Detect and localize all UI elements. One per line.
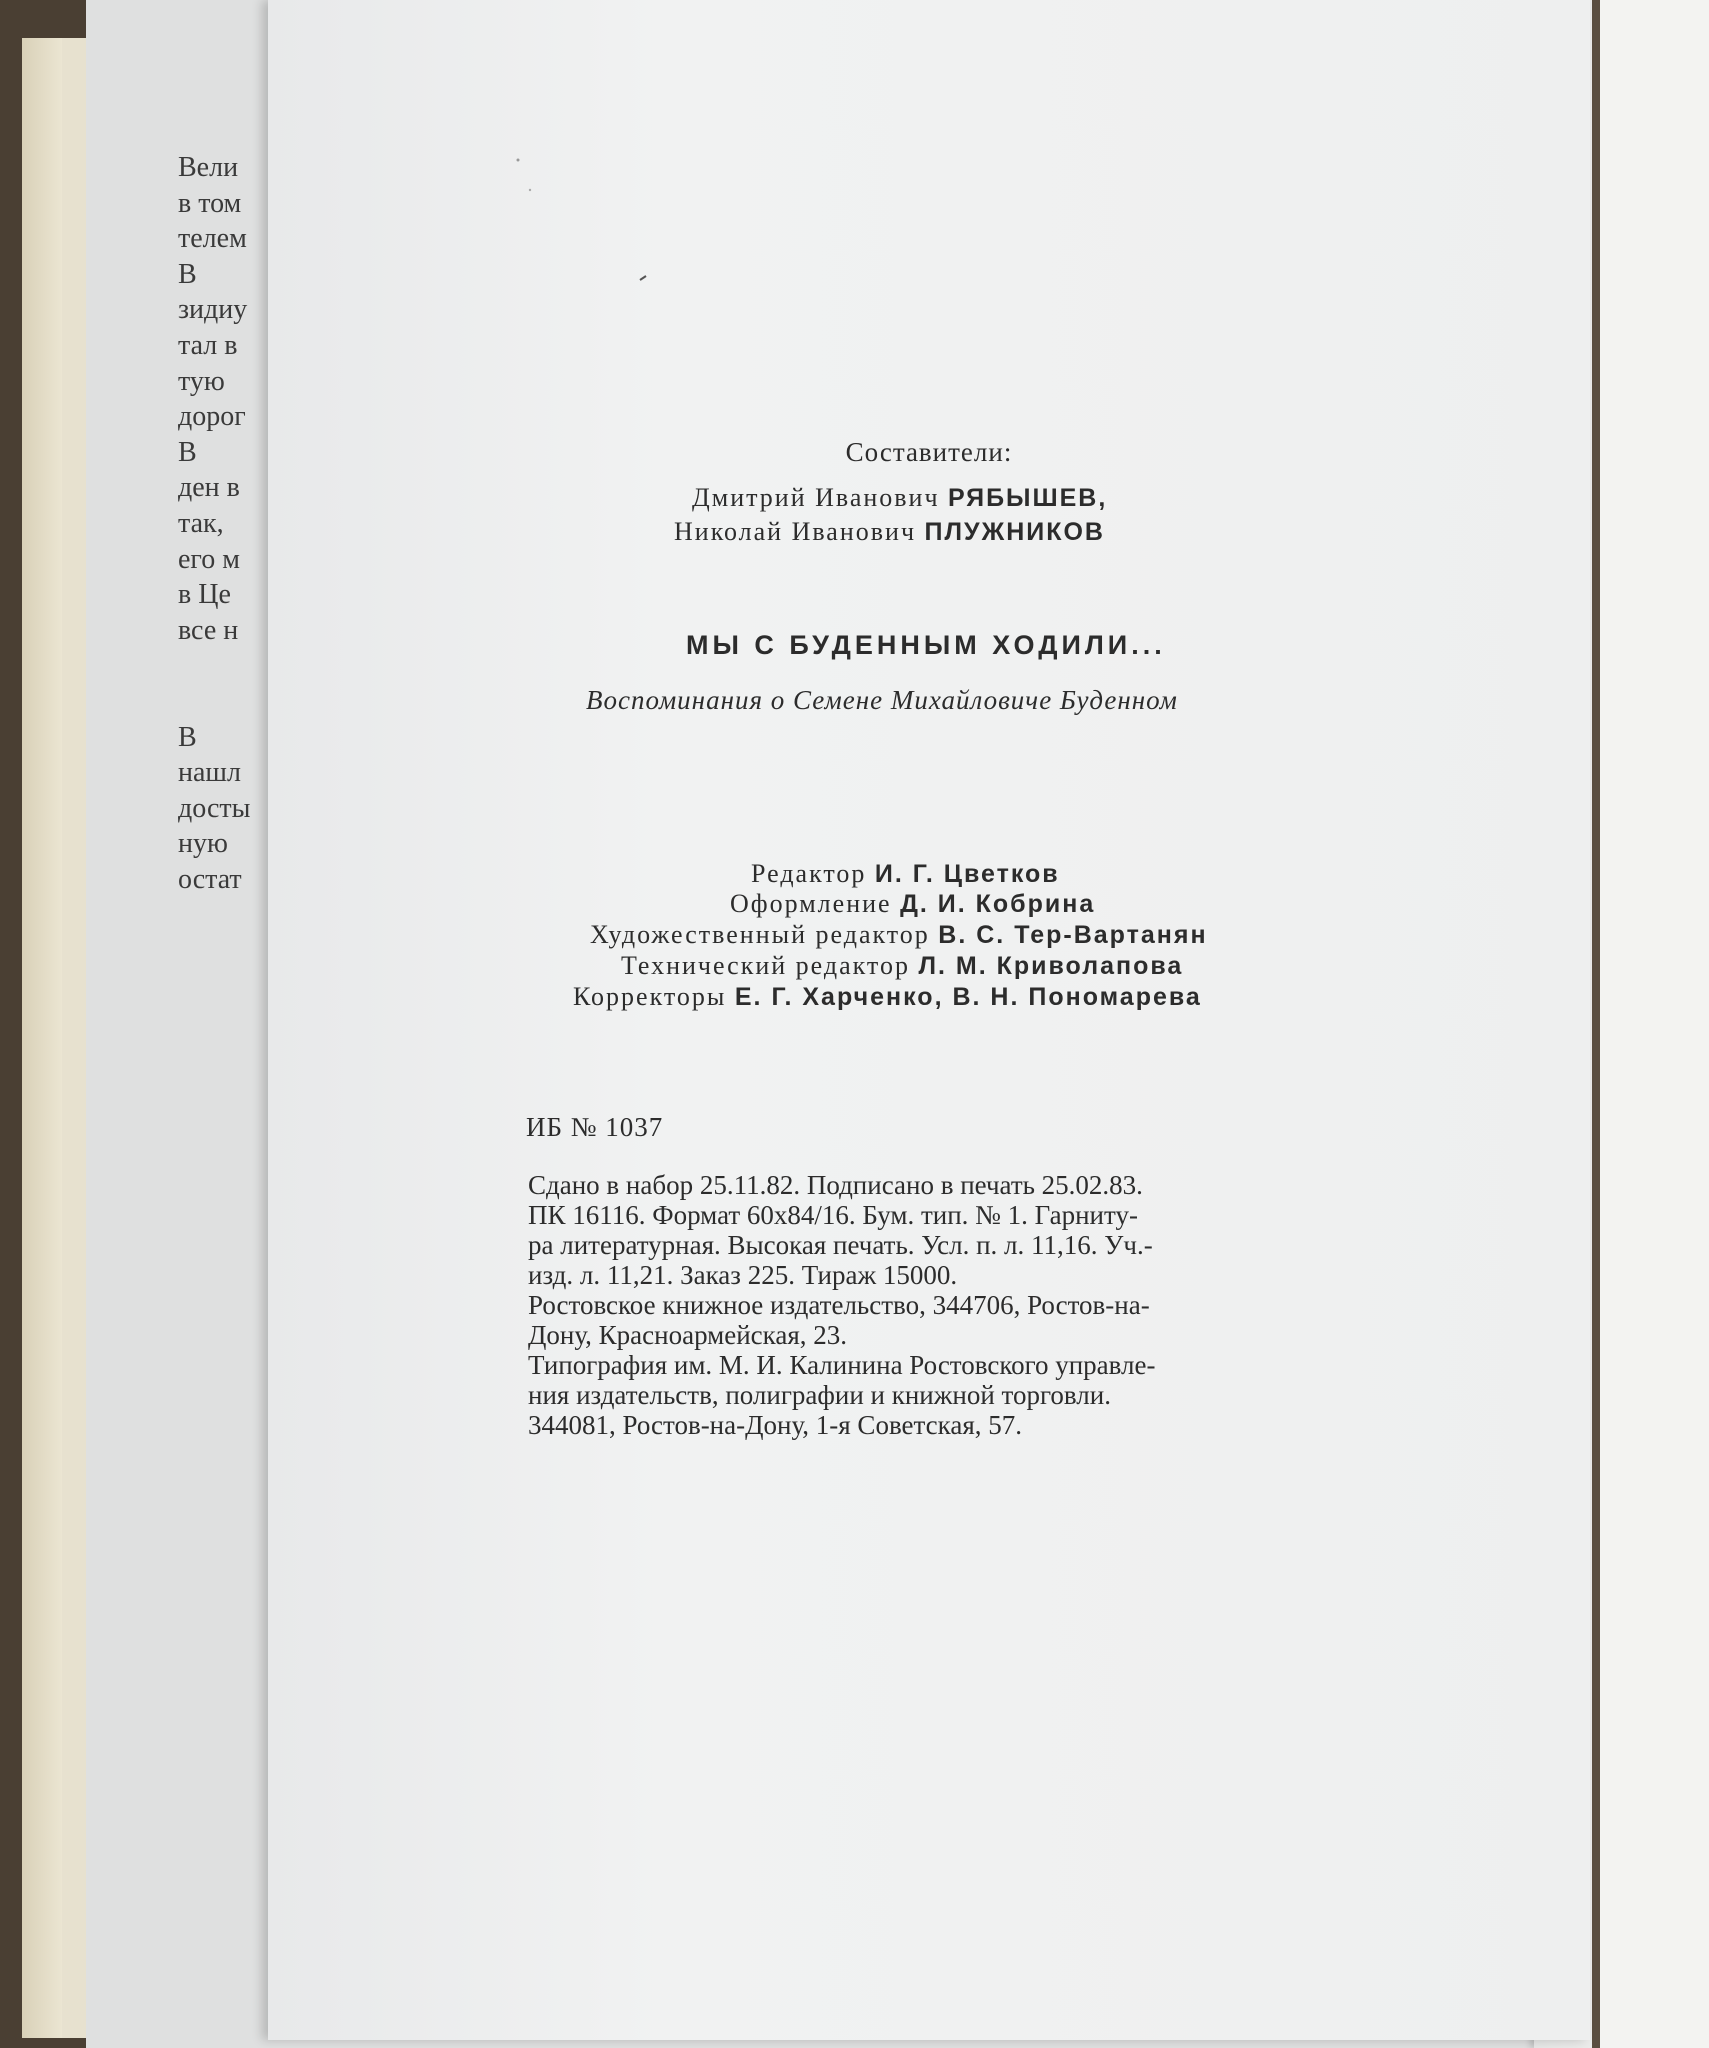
left-page-fragment: В — [178, 258, 197, 290]
imprint-page — [268, 0, 1590, 2040]
credit-editor — [751, 859, 1060, 889]
book-title: МЫ С БУДЕННЫМ ХОДИЛИ... — [686, 630, 1166, 660]
author-2-surname: ПЛУЖНИКОВ — [924, 518, 1105, 546]
left-page-fragment: телем — [178, 223, 247, 255]
imprint-line: Типография им. М. И. Калинина Ростовского управле- — [528, 1350, 1156, 1380]
credit-names: В. С. Тер-Вартанян — [938, 921, 1208, 949]
imprint-line: 344081, Ростов-на-Дону, 1-я Советская, 57. — [528, 1410, 1022, 1440]
credit-role: Корректоры — [573, 982, 727, 1011]
author-2 — [674, 517, 1105, 547]
book-subtitle: Воспоминания о Семене Михайловиче Буденном — [586, 685, 1178, 715]
left-page-fragment: в Це — [178, 579, 231, 611]
author-1-surname: РЯБЫШЕВ, — [948, 484, 1108, 512]
left-page-fragment: так, — [178, 507, 224, 539]
credit-role: Технический редактор — [621, 951, 910, 980]
next-page-edge — [1600, 0, 1709, 2048]
credit-role: Художественный редактор — [590, 920, 930, 949]
author-1-given-name: Дмитрий Иванович — [692, 483, 940, 512]
left-page-fragment: ную — [178, 828, 228, 860]
left-page-text-fragments — [178, 150, 268, 897]
imprint-line: ния издательств, полиграфии и книжной торговли. — [528, 1380, 1111, 1410]
imprint-line: ПК 16116. Формат 60х84/16. Бум. тип. № 1. Гарниту- — [528, 1200, 1138, 1230]
imprint-details — [528, 1170, 1378, 1440]
credit-role: Оформление — [730, 889, 892, 918]
imprint-line: Дону, Красноармейская, 23. — [528, 1320, 848, 1350]
left-page-fragment: тую — [178, 365, 225, 397]
left-page-fragment: в том — [178, 187, 242, 219]
left-page-fragment: нашл — [178, 757, 241, 789]
credit-names: Е. Г. Харченко, В. Н. Пономарева — [734, 983, 1202, 1011]
left-page-fragment: тал в — [178, 329, 238, 361]
author-2-given-name: Николай Иванович — [674, 517, 917, 546]
credit-names: Д. И. Кобрина — [900, 890, 1096, 918]
imprint-line: Сдано в набор 25.11.82. Подписано в печать 25.02.83. — [528, 1170, 1143, 1200]
left-page-fragment — [178, 648, 268, 684]
left-page-fragment: ден в — [178, 472, 240, 504]
left-page-fragment: В — [178, 721, 197, 753]
book-cover-edge — [22, 38, 62, 2038]
left-page-fragment: зидиу — [178, 294, 248, 326]
page-gap — [1592, 0, 1600, 2048]
left-page-fragment: Вели — [178, 152, 239, 183]
credit-design — [730, 889, 1095, 919]
left-page-fragment: остат — [178, 863, 242, 895]
left-page-fragment: досты — [178, 792, 251, 824]
author-1 — [692, 483, 1107, 513]
credit-names: И. Г. Цветков — [874, 860, 1060, 888]
imprint-line: Ростовское книжное издательство, 344706, Ростов-на- — [528, 1290, 1150, 1320]
imprint-line: изд. л. 11,21. Заказ 225. Тираж 15000. — [528, 1260, 958, 1290]
left-page-fragment: все н — [178, 614, 239, 646]
credit-art-editor — [590, 920, 1208, 950]
left-page-fragment — [178, 684, 268, 720]
imprint-line: ра литературная. Высокая печать. Усл. п. л. 11,16. Уч.- — [528, 1230, 1153, 1260]
credit-role: Редактор — [751, 859, 867, 888]
left-page-fragment: его м — [178, 543, 240, 575]
credit-proofreaders — [573, 982, 1202, 1012]
ib-number: ИБ № 1037 — [526, 1112, 664, 1142]
credit-names: Л. М. Криволапова — [918, 952, 1184, 980]
page-smudge-marks — [268, 0, 1590, 300]
credit-tech-editor — [621, 951, 1183, 981]
left-page-fragment: В — [178, 436, 197, 468]
compilers-label: Составители: — [845, 437, 1013, 467]
left-page-fragment: дорог — [178, 401, 246, 433]
